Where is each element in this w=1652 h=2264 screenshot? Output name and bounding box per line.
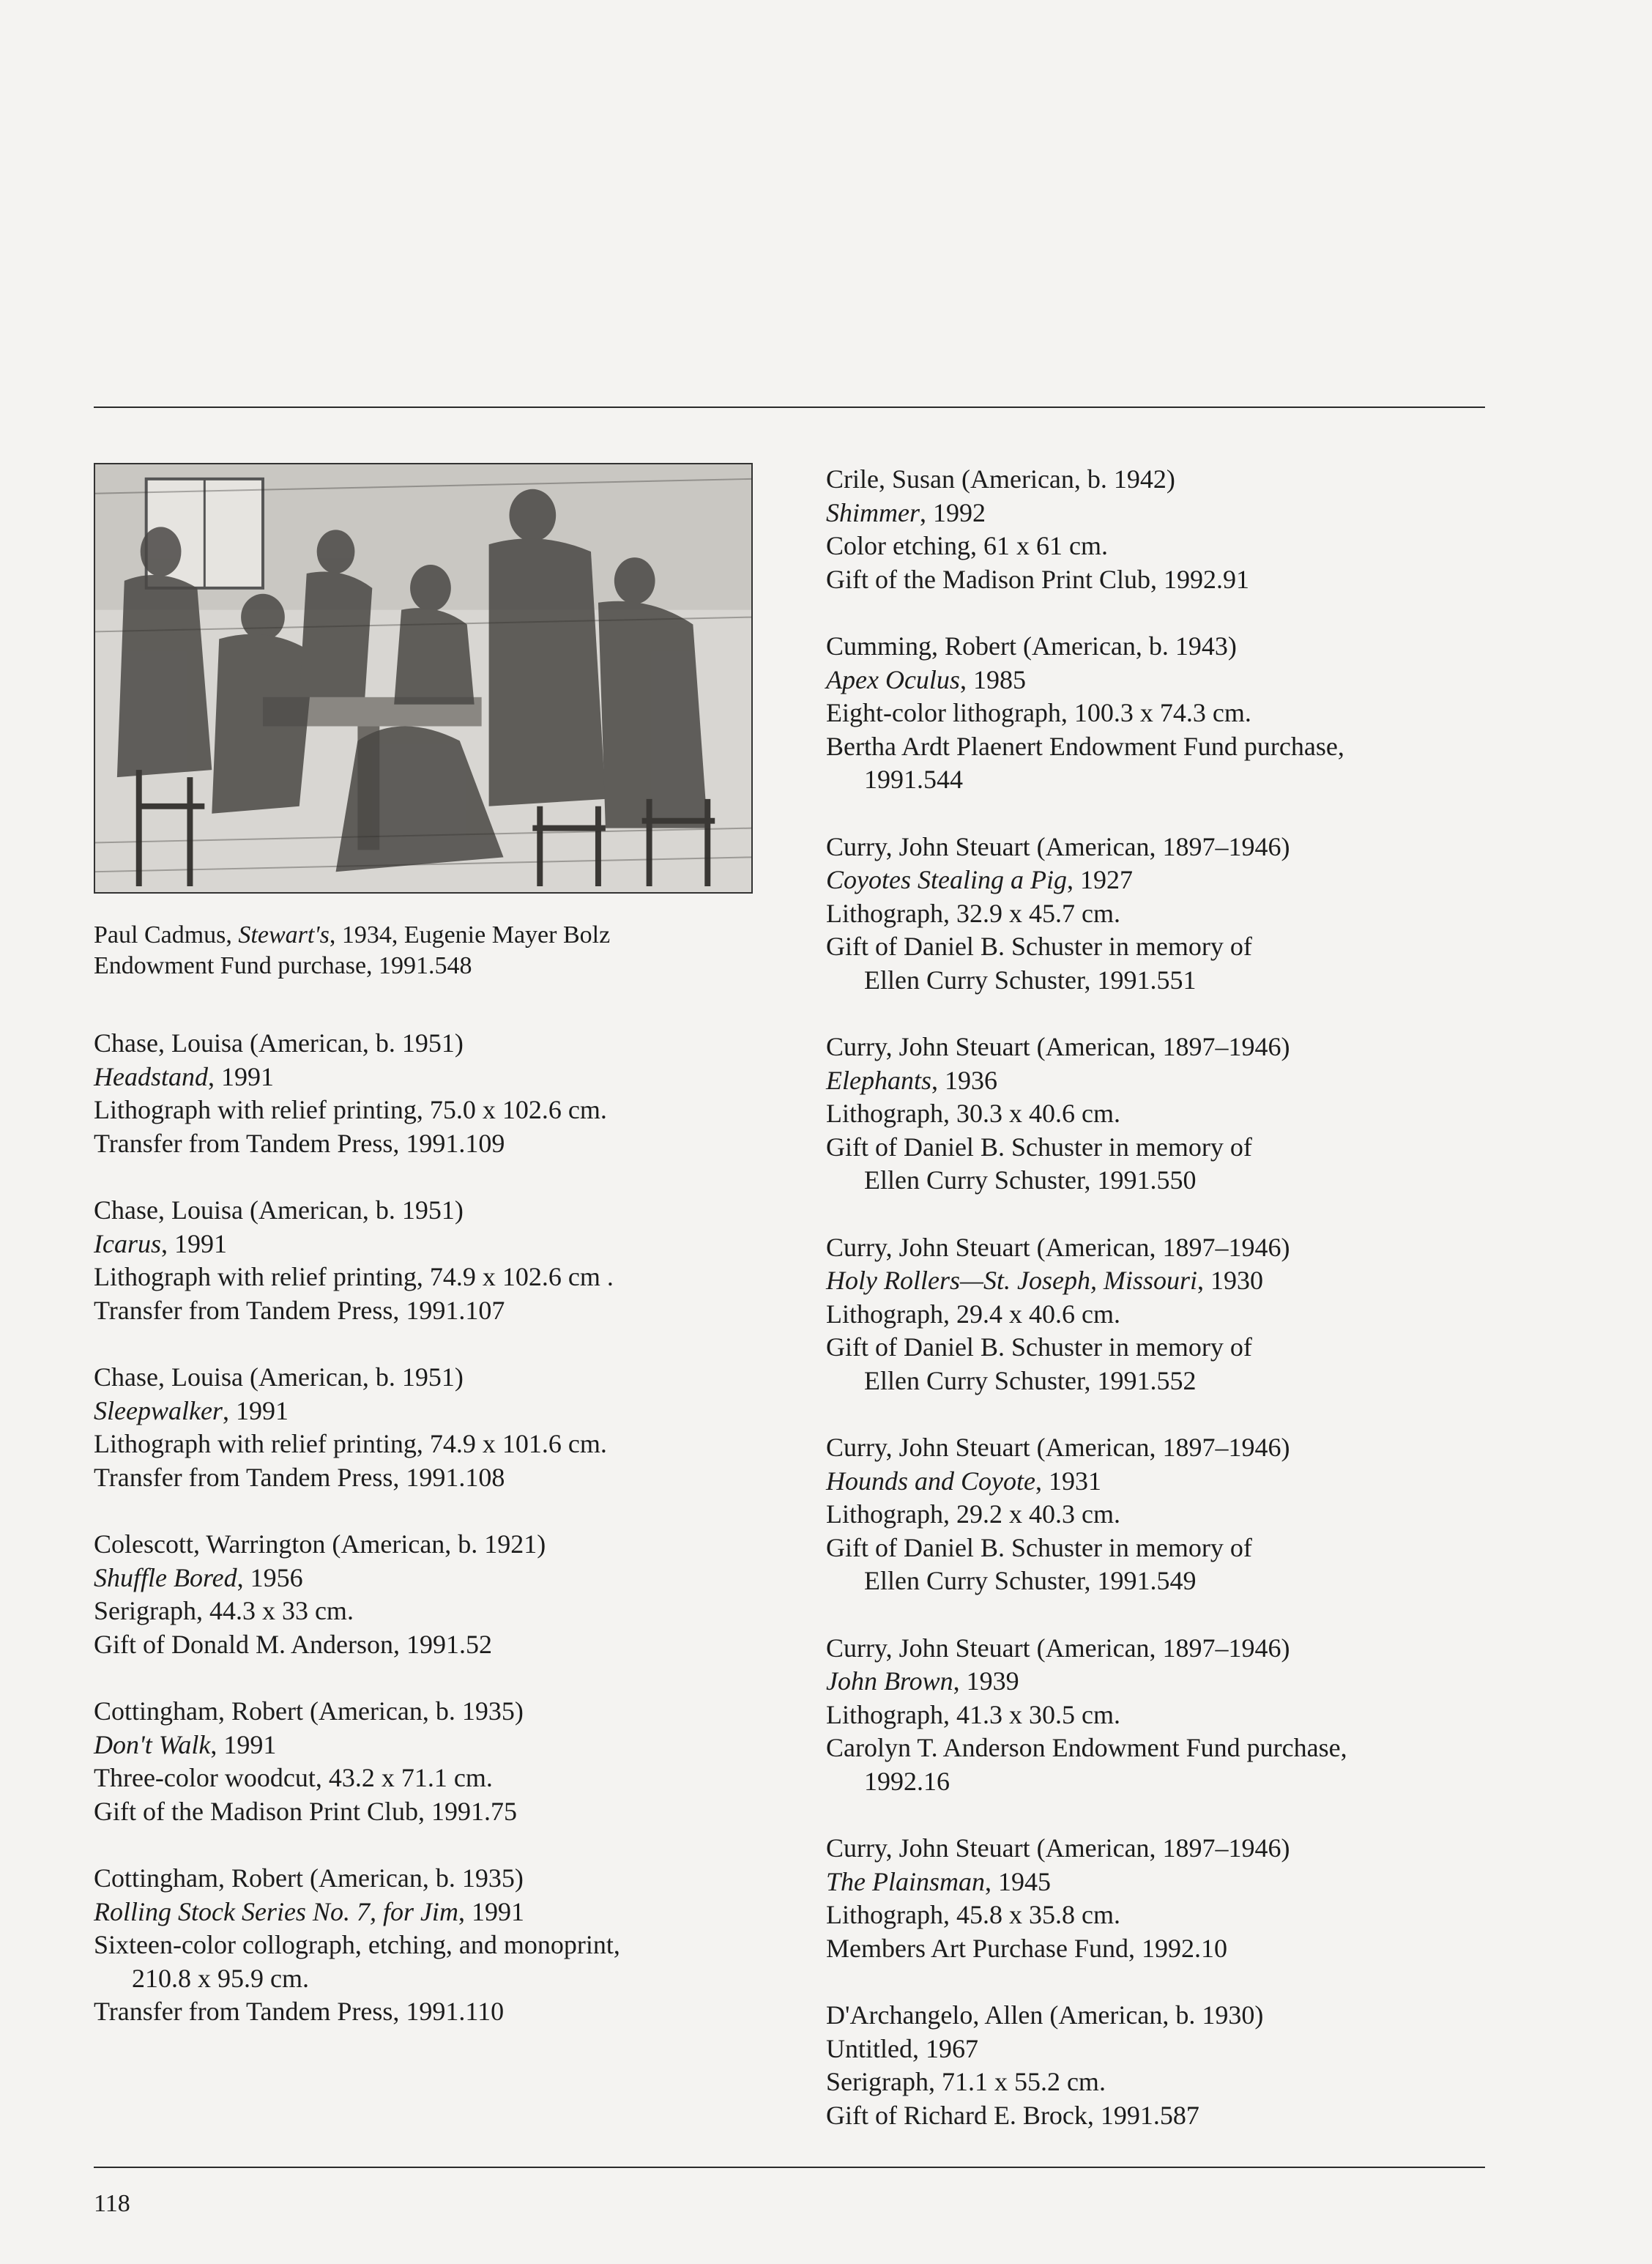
entry-credit: Gift of Daniel B. Schuster in memory of [826, 932, 1252, 961]
catalog-entry [94, 1194, 767, 1327]
entry-credit: Transfer from Tandem Press, 1991.110 [94, 1997, 505, 2026]
catalog-entry [826, 1632, 1500, 1799]
entry-credit: Members Art Purchase Fund, 1992.10 [826, 1933, 1227, 1963]
entry-medium: Lithograph with relief printing, 74.9 x 101.6 cm. [94, 1429, 607, 1458]
catalog-entry [826, 630, 1500, 797]
entry-title: The Plainsman [826, 1866, 986, 1896]
catalog-entry [826, 463, 1500, 596]
entry-credit: Gift of the Madison Print Club, 1991.75 [94, 1796, 517, 1826]
page-number: 118 [94, 2190, 130, 2217]
caption-artist: Paul Cadmus, [94, 921, 239, 949]
entry-title: Holy Rollers—St. Joseph, Missouri [826, 1266, 1197, 1295]
entry-credit-cont: Ellen Curry Schuster, 1991.551 [864, 965, 1197, 995]
entry-medium: Lithograph, 30.3 x 40.6 cm. [826, 1099, 1120, 1128]
entry-year: , 1985 [959, 664, 1026, 694]
entry-year: , 1939 [953, 1666, 1019, 1696]
entry-medium: Lithograph with relief printing, 75.0 x 102.6 cm. [94, 1095, 607, 1124]
entry-medium: Sixteen-color collograph, etching, and monoprint, [94, 1930, 620, 1959]
entry-title: Elephants [826, 1065, 931, 1095]
entry-medium: Lithograph, 29.4 x 40.6 cm. [826, 1299, 1120, 1329]
bottom-rule [94, 2167, 1485, 2168]
entry-title: Sleepwalker [94, 1395, 223, 1425]
entry-medium: Three-color woodcut, 43.2 x 71.1 cm. [94, 1763, 493, 1792]
entry-credit: Carolyn T. Anderson Endowment Fund purchase, [826, 1733, 1347, 1762]
entry-title: Coyotes Stealing a Pig [826, 865, 1067, 894]
entry-year: , 1931 [1035, 1466, 1101, 1496]
entry-title: Hounds and Coyote [826, 1466, 1035, 1496]
entry-year: , 1930 [1197, 1266, 1263, 1295]
catalog-entry [826, 1031, 1500, 1198]
entry-artist: Chase, Louisa (American, b. 1951) [94, 1362, 464, 1392]
entry-year: , 1945 [985, 1866, 1052, 1896]
entry-medium: Serigraph, 44.3 x 33 cm. [94, 1596, 354, 1625]
entry-medium: Lithograph with relief printing, 74.9 x 102.6 cm . [94, 1262, 614, 1291]
catalog-entry [826, 831, 1500, 998]
entry-artist: Chase, Louisa (American, b. 1951) [94, 1028, 464, 1058]
entry-title: John Brown [826, 1666, 953, 1696]
entry-credit: Gift of Daniel B. Schuster in memory of [826, 1532, 1252, 1562]
entry-title: Apex Oculus [826, 664, 960, 694]
entry-medium-cont: 210.8 x 95.9 cm. [132, 1963, 309, 1993]
entry-credit: Gift of the Madison Print Club, 1992.91 [826, 564, 1249, 594]
catalog-entry [94, 1862, 767, 2029]
entry-credit: Transfer from Tandem Press, 1991.108 [94, 1462, 505, 1492]
entry-year: Untitled, 1967 [826, 2033, 978, 2063]
entry-year: , 1991 [161, 1228, 227, 1258]
entry-credit: Transfer from Tandem Press, 1991.109 [94, 1128, 505, 1158]
catalog-entry [826, 1999, 1500, 2132]
entry-medium: Eight-color lithograph, 100.3 x 74.3 cm. [826, 698, 1251, 727]
catalog-entry [826, 1431, 1500, 1598]
entry-medium: Serigraph, 71.1 x 55.2 cm. [826, 2067, 1106, 2096]
entry-artist: Colescott, Warrington (American, b. 1921) [94, 1529, 546, 1559]
caption-title: Stewart's [238, 921, 330, 949]
entry-year: , 1991 [210, 1729, 277, 1759]
catalog-entry [826, 1832, 1500, 1965]
entry-artist: Curry, John Steuart (American, 1897–1946) [826, 1032, 1290, 1061]
entry-artist: D'Archangelo, Allen (American, b. 1930) [826, 2000, 1264, 2030]
entry-year: , 1991 [208, 1061, 274, 1091]
entry-title: Don't Walk [94, 1729, 211, 1759]
figure-caption [94, 920, 767, 981]
entry-credit-cont: 1991.544 [864, 765, 963, 794]
entry-credit-cont: 1992.16 [864, 1766, 950, 1796]
entry-title: Rolling Stock Series No. 7, for Jim [94, 1896, 458, 1926]
entry-year: , 1992 [920, 497, 986, 527]
entry-credit-cont: Ellen Curry Schuster, 1991.550 [864, 1165, 1197, 1195]
entry-artist: Curry, John Steuart (American, 1897–1946) [826, 1433, 1290, 1462]
entry-credit: Gift of Daniel B. Schuster in memory of [826, 1132, 1252, 1162]
entry-medium: Color etching, 61 x 61 cm. [826, 531, 1108, 560]
catalog-entry [826, 1231, 1500, 1398]
entry-title: Headstand [94, 1061, 208, 1091]
lithograph-illustration [95, 464, 751, 892]
entry-year: , 1927 [1066, 865, 1133, 894]
entry-artist: Cottingham, Robert (American, b. 1935) [94, 1696, 524, 1726]
entry-artist: Curry, John Steuart (American, 1897–1946) [826, 1833, 1290, 1863]
entry-year: , 1956 [237, 1562, 303, 1592]
entry-medium: Lithograph, 32.9 x 45.7 cm. [826, 898, 1120, 928]
entry-artist: Curry, John Steuart (American, 1897–1946) [826, 1633, 1290, 1663]
catalog-entry [94, 1361, 767, 1494]
entry-medium: Lithograph, 41.3 x 30.5 cm. [826, 1699, 1120, 1729]
top-rule [94, 407, 1485, 408]
catalog-entry [94, 1528, 767, 1661]
entry-artist: Curry, John Steuart (American, 1897–1946) [826, 831, 1290, 861]
artwork-image [94, 463, 753, 894]
entry-credit-cont: Ellen Curry Schuster, 1991.552 [864, 1365, 1197, 1395]
catalog-entry [94, 1695, 767, 1828]
entry-title: Icarus [94, 1228, 161, 1258]
caption-details: , 1934, Eugenie Mayer Bolz [329, 921, 611, 949]
entry-title: Shuffle Bored [94, 1562, 237, 1592]
entry-artist: Cumming, Robert (American, b. 1943) [826, 631, 1237, 661]
entry-credit: Gift of Richard E. Brock, 1991.587 [826, 2100, 1199, 2130]
entry-title: Shimmer [826, 497, 920, 527]
catalog-entry [94, 1027, 767, 1160]
entry-artist: Curry, John Steuart (American, 1897–1946) [826, 1232, 1290, 1262]
left-column [94, 463, 767, 2063]
right-column [826, 463, 1500, 2166]
entry-credit: Gift of Daniel B. Schuster in memory of [826, 1332, 1252, 1362]
entry-credit: Bertha Ardt Plaenert Endowment Fund purchase, [826, 731, 1344, 761]
entry-credit: Transfer from Tandem Press, 1991.107 [94, 1295, 505, 1325]
entry-year: , 1991 [222, 1395, 289, 1425]
entry-year: , 1991 [458, 1896, 524, 1926]
entry-credit-cont: Ellen Curry Schuster, 1991.549 [864, 1566, 1197, 1595]
entry-artist: Chase, Louisa (American, b. 1951) [94, 1195, 464, 1225]
caption-details-2: Endowment Fund purchase, 1991.548 [94, 952, 472, 979]
entry-year: , 1936 [931, 1065, 997, 1095]
entry-medium: Lithograph, 45.8 x 35.8 cm. [826, 1900, 1120, 1929]
entry-medium: Lithograph, 29.2 x 40.3 cm. [826, 1499, 1120, 1529]
entry-artist: Cottingham, Robert (American, b. 1935) [94, 1863, 524, 1893]
entry-credit: Gift of Donald M. Anderson, 1991.52 [94, 1629, 492, 1659]
entry-artist: Crile, Susan (American, b. 1942) [826, 464, 1175, 494]
